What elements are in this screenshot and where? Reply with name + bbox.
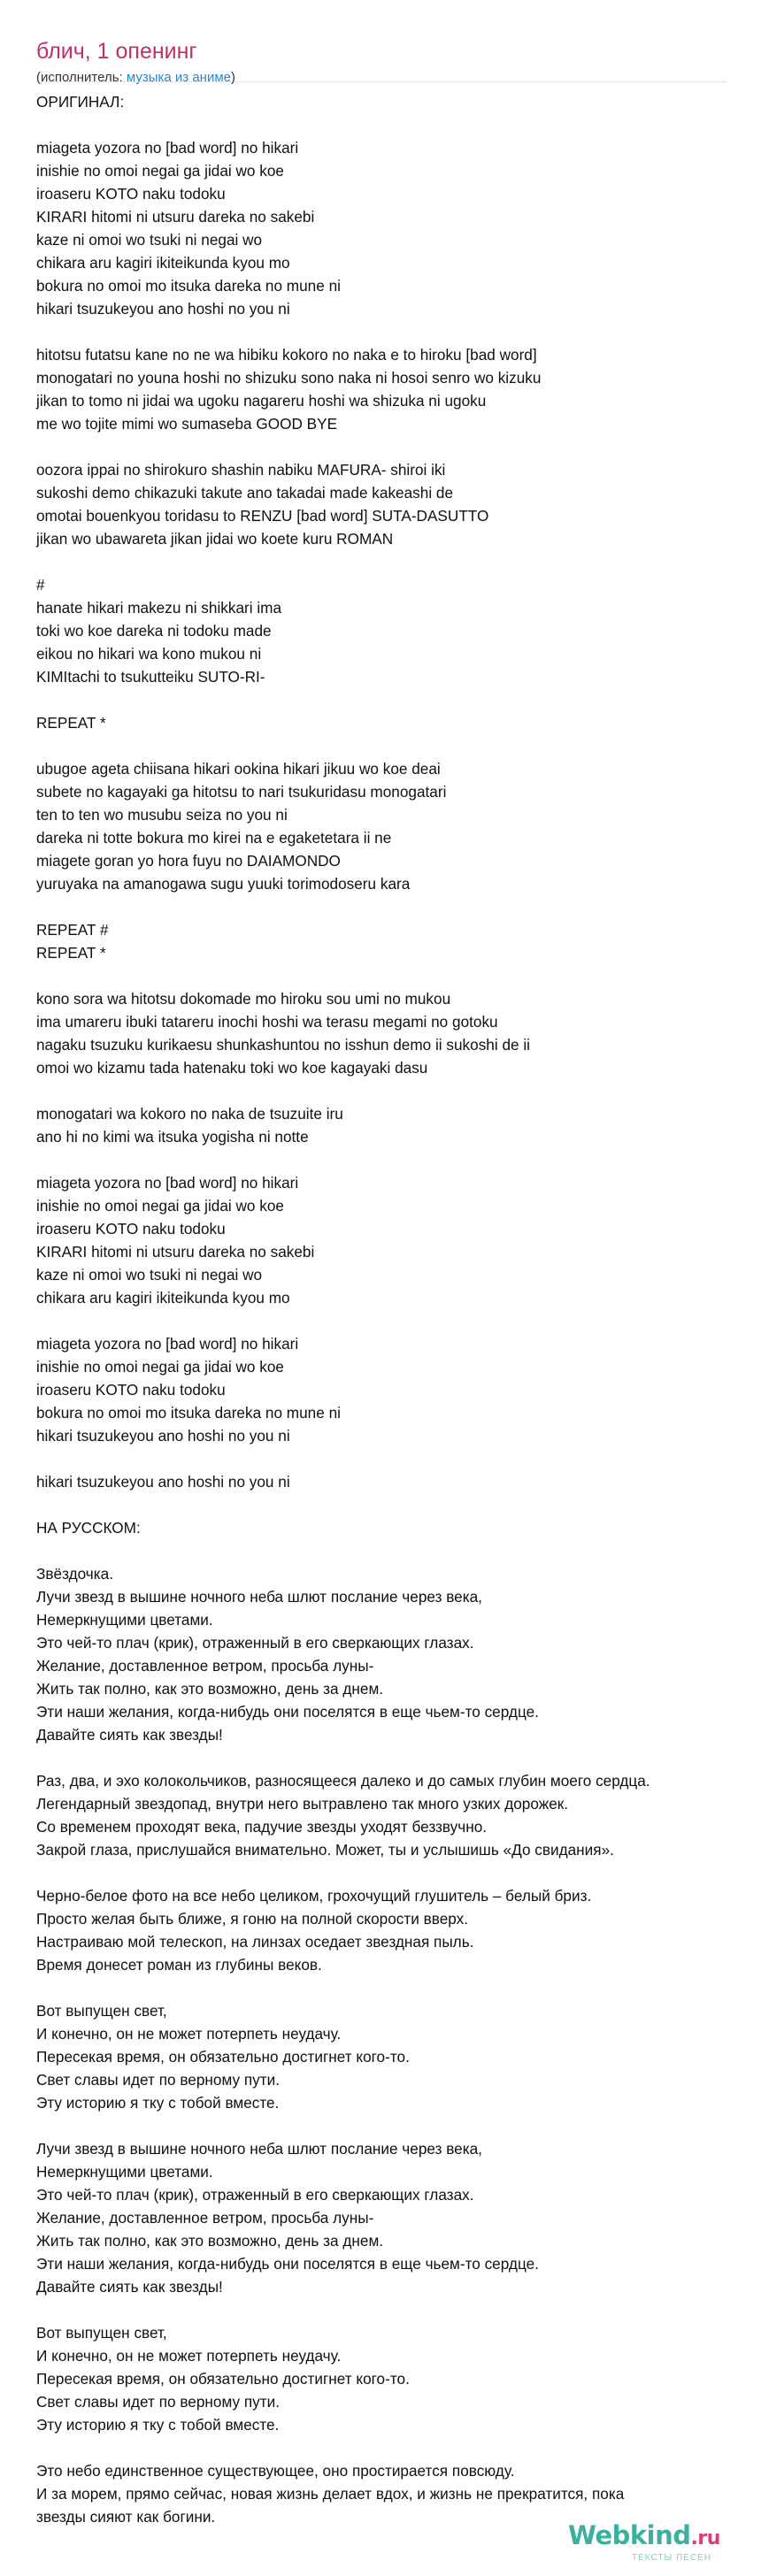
lyric-line: Давайте сиять как звезды!: [36, 2278, 223, 2296]
lyric-line: Немеркнущими цветами.: [36, 2163, 213, 2181]
lyric-line: [36, 1148, 757, 1171]
lyric-line: Жить так полно, как это возможно, день за днем.: [36, 1680, 384, 1698]
lyric-line: ano hi no kimi wa itsuka yogisha ni notte: [36, 1128, 309, 1146]
performer-link[interactable]: музыка из аниме: [126, 70, 231, 85]
lyric-line: Эту историю я тку с тобой вместе.: [36, 2416, 280, 2434]
lyric-line: И за морем, прямо сейчас, новая жизнь делает вдох, и жизнь не прекратится, пока: [36, 2485, 625, 2503]
lyric-line: [36, 1861, 757, 1884]
lyric-line: #: [36, 576, 45, 594]
header-divider: [36, 81, 726, 82]
lyric-line: Вот выпущен свет,: [36, 2002, 167, 2020]
lyric-line: ten to ten wo musubu seiza no you ni: [36, 806, 288, 824]
performer-line: [36, 69, 726, 87]
lyric-line: [36, 1976, 757, 1999]
lyric-line: [36, 1746, 757, 1769]
lyric-line: eikou no hikari wa kono mukou ni: [36, 645, 262, 663]
site-logo[interactable]: [568, 2521, 745, 2565]
lyric-line: oozora ippai no shirokuro shashin nabiku MAFURA- shiroi iki: [36, 461, 446, 479]
lyric-line: звезды сияют как богини.: [36, 2508, 216, 2526]
lyric-line: kono sora wa hitotsu dokomade mo hiroku sou umi no mukou: [36, 990, 451, 1008]
lyric-line: jikan wo ubawareta jikan jidai wo koete kuru ROMAN: [36, 530, 394, 548]
lyric-line: [36, 1539, 757, 1562]
lyric-line: toki wo koe dareka ni todoku made: [36, 622, 272, 640]
lyric-line: Жить так полно, как это возможно, день за днем.: [36, 2232, 384, 2250]
lyric-line: miagete goran yo hora fuyu no DAIAMONDO: [36, 852, 341, 870]
lyric-line: Закрой глаза, прислушайся внимательно. Может, ты и услышишь «До свидания».: [36, 1841, 614, 1859]
lyric-line: [36, 734, 757, 757]
lyric-line: iroaseru KOTO naku todoku: [36, 1381, 226, 1399]
lyric-line: Настраиваю мой телескоп, на линзах оседает звездная пыль.: [36, 1933, 474, 1951]
lyric-line: omoi wo kizamu tada hatenaku toki wo koe kagayaki dasu: [36, 1059, 428, 1077]
lyric-line: yuruyaka na amanogawa sugu yuuki torimodoseru kara: [36, 875, 411, 893]
lyric-line: Свет славы идет по верному пути.: [36, 2393, 280, 2411]
lyric-line: KIRARI hitomi ni utsuru dareka no sakebi: [36, 1243, 315, 1261]
lyric-line: Немеркнущими цветами.: [36, 1611, 213, 1629]
lyric-line: Эти наши желания, когда-нибудь они поселятся в еще чьем-то сердце.: [36, 1703, 539, 1721]
lyric-line: REPEAT #: [36, 921, 109, 939]
lyric-line: sukoshi demo chikazuki takute ano takadai made kakeashi de: [36, 484, 454, 502]
lyric-line: Свет славы идет по верному пути.: [36, 2071, 280, 2089]
lyric-line: Звёздочка.: [36, 1565, 113, 1583]
lyric-line: Эти наши желания, когда-нибудь они поселятся в еще чьем-то сердце.: [36, 2255, 539, 2273]
logo-tld: .ru: [690, 2527, 720, 2549]
lyric-line: Со временем проходят века, падучие звезды уходят беззвучно.: [36, 1818, 488, 1836]
lyric-line: [36, 2436, 757, 2459]
logo-main-text: Webkind: [568, 2520, 691, 2550]
lyric-line: Лучи звезд в вышине ночного неба шлют послание через века,: [36, 2140, 482, 2158]
lyric-line: iroaseru KOTO naku todoku: [36, 1220, 226, 1238]
lyric-line: kaze ni omoi wo tsuki ni negai wo: [36, 231, 263, 249]
lyric-line: bokura no omoi mo itsuka dareka no mune ni: [36, 277, 341, 295]
lyric-line: ubugoe ageta chiisana hikari ookina hikari jikuu wo koe deai: [36, 760, 441, 778]
lyric-line: kaze ni omoi wo tsuki ni negai wo: [36, 1266, 263, 1284]
lyric-line: miageta yozora no [bad word] no hikari: [36, 1335, 299, 1353]
lyric-line: subete no kagayaki ga hitotsu to nari tsukuridasu monogatari: [36, 783, 447, 801]
logo-tagline: ТЕКСТЫ ПЕСЕН: [632, 2553, 712, 2563]
performer-prefix: (исполнитель:: [36, 70, 127, 85]
lyric-line: Время донесет роман из глубины веков.: [36, 1956, 322, 1974]
lyric-line: Просто желая быть ближе, я гоню на полной скорости вверх.: [36, 1910, 468, 1928]
lyric-line: Черно-белое фото на все небо целиком, грохочущий глушитель – белый бриз.: [36, 1887, 592, 1905]
lyric-line: Это небо единственное существующее, оно простирается повсюду.: [36, 2462, 515, 2480]
lyric-line: me wo tojite mimi wo sumaseba GOOD BYE: [36, 415, 338, 433]
lyric-line: hikari tsuzukeyou ano hoshi no you ni: [36, 1473, 290, 1491]
lyric-line: Давайте сиять как звезды!: [36, 1726, 223, 1744]
lyric-line: dareka ni totte bokura mo kirei na e egaketetara ii ne: [36, 829, 392, 847]
logo-wordmark: [568, 2521, 745, 2553]
lyric-line: Легендарный звездопад, внутри него вытравлено так много узких дорожек.: [36, 1795, 569, 1813]
lyric-line: inishie no omoi negai ga jidai wo koe: [36, 1358, 284, 1376]
lyric-line: hanate hikari makezu ni shikkari ima: [36, 599, 282, 617]
lyric-line: jikan to tomo ni jidai wa ugoku nagareru hoshi wa shizuka ni ugoku: [36, 392, 487, 410]
lyric-line: Лучи звезд в вышине ночного неба шлют послание через века,: [36, 1588, 482, 1606]
performer-suffix: ): [231, 70, 235, 85]
lyric-line: [36, 113, 757, 136]
lyric-line: REPEAT *: [36, 714, 106, 732]
lyric-line: [36, 2114, 757, 2137]
lyric-line: Эту историю я тку с тобой вместе.: [36, 2094, 280, 2112]
lyric-line: Пересекая время, он обязательно достигнет кого-то.: [36, 2370, 410, 2388]
lyric-line: [36, 435, 757, 458]
lyric-line: [36, 895, 757, 918]
lyric-line: miageta yozora no [bad word] no hikari: [36, 139, 299, 157]
lyric-line: [36, 1493, 757, 1516]
lyric-line: Желание, доставленное ветром, просьба луны-: [36, 2209, 374, 2227]
lyric-line: Пересекая время, он обязательно достигнет кого-то.: [36, 2048, 410, 2066]
lyric-line: [36, 550, 757, 573]
lyric-line: hikari tsuzukeyou ano hoshi no you ni: [36, 1427, 290, 1445]
page-title: блич, 1 опенинг: [36, 39, 197, 64]
lyric-line: nagaku tsuzuku kurikaesu shunkashuntou no isshun demo ii sukoshi de ii: [36, 1036, 530, 1054]
lyric-line: [36, 1309, 757, 1332]
lyric-line: Это чей-то плач (крик), отраженный в его сверкающих глазах.: [36, 2186, 474, 2204]
lyric-line: И конечно, он не может потерпеть неудачу.: [36, 2025, 342, 2043]
lyric-line: hikari tsuzukeyou ano hoshi no you ni: [36, 300, 290, 318]
lyric-line: miageta yozora no [bad word] no hikari: [36, 1174, 299, 1192]
lyric-line: ima umareru ibuki tatareru inochi hoshi wa terasu megami no gotoku: [36, 1013, 498, 1031]
lyric-line: inishie no omoi negai ga jidai wo koe: [36, 162, 284, 180]
lyric-line: iroaseru KOTO naku todoku: [36, 185, 226, 203]
lyric-line: Вот выпущен свет,: [36, 2324, 167, 2342]
lyric-line: monogatari no youna hoshi no shizuku sono naka ni hosoi senro wo kizuku: [36, 369, 542, 387]
lyric-line: [36, 320, 757, 343]
lyric-line: KIMItachi to tsukutteiku SUTO-RI-: [36, 668, 265, 686]
lyric-line: ОРИГИНАЛ:: [36, 93, 125, 111]
lyric-line: [36, 2298, 757, 2321]
lyric-line: Раз, два, и эхо колокольчиков, разносящееся далеко и до самых глубин моего сердца.: [36, 1772, 650, 1790]
lyric-line: KIRARI hitomi ni utsuru dareka no sakebi: [36, 208, 315, 226]
lyric-line: И конечно, он не может потерпеть неудачу.: [36, 2347, 342, 2365]
lyric-line: REPEAT *: [36, 944, 106, 962]
lyrics-body: [36, 90, 757, 2528]
lyric-line: bokura no omoi mo itsuka dareka no mune ni: [36, 1404, 341, 1422]
lyric-line: monogatari wa kokoro no naka de tsuzuite iru: [36, 1105, 343, 1123]
lyric-line: [36, 1079, 757, 1102]
lyric-line: [36, 964, 757, 987]
lyric-line: omotai bouenkyou toridasu to RENZU [bad word] SUTA-DASUTTO: [36, 507, 489, 525]
lyric-line: inishie no omoi negai ga jidai wo koe: [36, 1197, 284, 1215]
lyric-line: Желание, доставленное ветром, просьба луны-: [36, 1657, 374, 1675]
lyric-line: [36, 688, 757, 711]
lyric-line: Это чей-то плач (крик), отраженный в его сверкающих глазах.: [36, 1634, 474, 1652]
page-header: [36, 37, 726, 87]
lyric-line: hitotsu futatsu kane no ne wa hibiku kokoro no naka e to hiroku [bad word]: [36, 346, 537, 364]
lyric-line: НА РУССКОМ:: [36, 1519, 141, 1537]
lyric-line: chikara aru kagiri ikiteikunda kyou mo: [36, 254, 290, 272]
lyric-line: [36, 1447, 757, 1470]
lyric-line: chikara aru kagiri ikiteikunda kyou mo: [36, 1289, 290, 1307]
